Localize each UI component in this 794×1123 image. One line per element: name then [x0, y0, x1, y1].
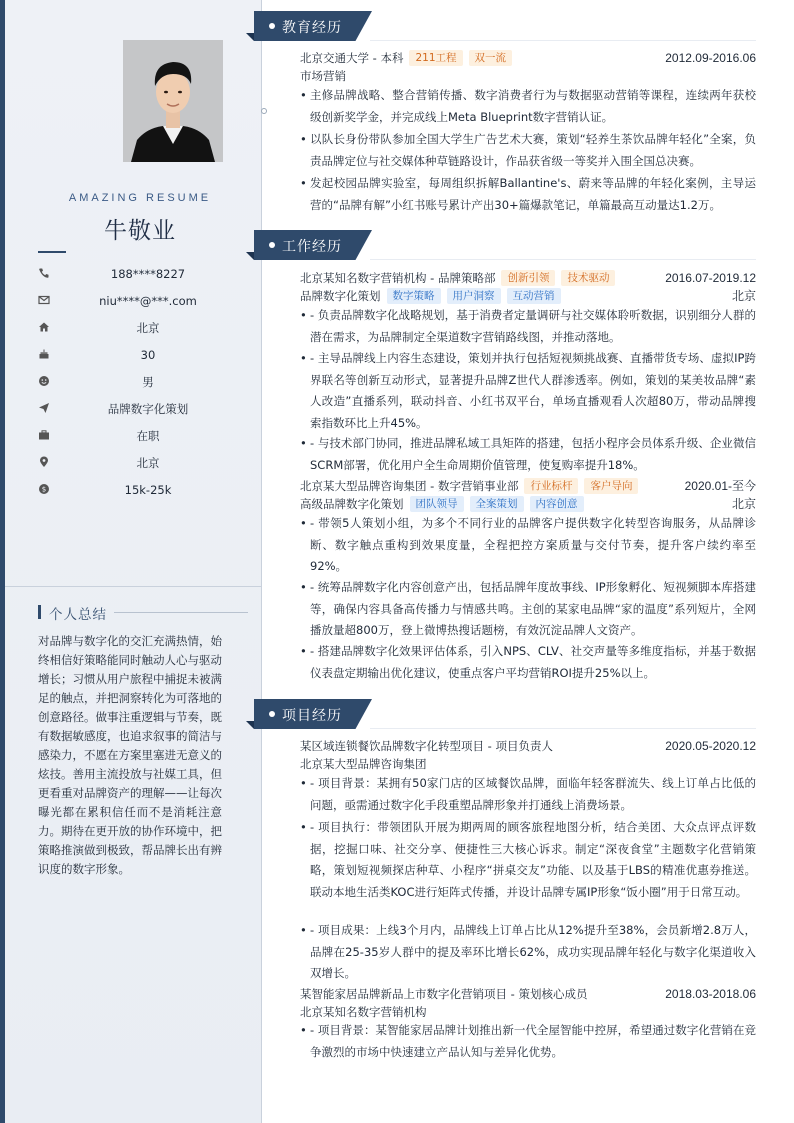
info-email: [38, 292, 238, 310]
info-phone-value: 188****8227: [110, 267, 186, 281]
job-role-row: [300, 495, 756, 513]
tab-fold: [246, 721, 254, 729]
job-tag: 客户导向: [584, 478, 638, 494]
tab-dot: [269, 711, 275, 717]
section-rule-work: [370, 259, 756, 260]
job-bullet: • - 主导品牌线上内容生态建设，策划并执行包括短视频挑战赛、直播带货专场、虚拟IP跨界联名等创新互动形式，显著提升品牌Z世代人群渗透率。例如，策划的某美妆品牌“素人改造”直播系列，联动抖音、小红书双平台，单场直播观看人次超80万，带动品牌搜索指数环比上升45%。: [300, 348, 756, 434]
job-bullet: • - 与技术部门协同，推进品牌私域工具矩阵的搭建，包括小程序会员体系升级、企业微信SCRM部署，优化用户全生命周期价值管理，使复购率提升18%。: [300, 433, 756, 476]
job-bullet: • - 带领5人策划小组，为多个不同行业的品牌客户提供数字化转型咨询服务，从品牌诊断、数字触点重构到效果度量，全程把控方案质量与交付节奏，提升客户续约率至92%。: [300, 513, 756, 578]
home-icon: [38, 321, 50, 333]
education-bullet-text: 发起校园品牌实验室，每周组织拆解Ballantine's、蔚来等品牌的年轻化案例，主导运营的“品牌有解”小红书账号累计产出30+篇爆款笔记，单篇最高互动量达1.2万。: [310, 176, 756, 212]
education-bullet: • 发起校园品牌实验室，每周组织拆解Ballantine's、蔚来等品牌的年轻化案例，主导运营的“品牌有解”小红书账号累计产出30+篇爆款笔记，单篇最高互动量达1.2万。: [300, 173, 756, 216]
info-target-position-value: 品牌数字化策划: [107, 402, 189, 416]
education-bullet: • 主修品牌战略、整合营销传播、数字消费者行为与数据驱动营销等课程，连续两年获校级创新奖学金，并完成线上Meta Blueprint数字营销认证。: [300, 85, 756, 128]
project-org: 北京某知名数字营销机构: [300, 1005, 427, 1019]
job-role-name: 高级品牌数字化策划: [300, 497, 404, 511]
cake-icon: [38, 348, 50, 360]
sidebar-divider: [5, 586, 262, 587]
project-bullet-text: - 项目成果：上线3个月内，品牌线上订单占比从12%提升至38%，会员新增2.8万人，品牌在25-35岁人群中的提及率环比增长62%，成功实现品牌年轻化与数字化渠道收入双增长。: [310, 923, 756, 980]
job-company-name: 北京某大型品牌咨询集团 - 数字营销事业部: [300, 479, 519, 493]
education-major-row: [300, 67, 756, 85]
section-tab-projects: [254, 699, 372, 729]
project-bullet: • - 项目成果：上线3个月内，品牌线上订单占比从12%提升至38%，会员新增2.8万人，品牌在25-35岁人群中的提及率环比增长62%，成功实现品牌年轻化与数字化渠道收入双增长。: [300, 920, 756, 985]
job-tag: 行业标杆: [524, 478, 578, 494]
project-bullet: • - 项目背景：某拥有50家门店的区域餐饮品牌，面临年轻客群流失、线上订单占比低的问题，亟需通过数字化手段重塑品牌形象并打通线上消费场景。: [300, 773, 756, 816]
job-skill-tag: 数字策略: [387, 288, 441, 304]
send-icon: [38, 402, 50, 414]
project-name: 某智能家居品牌新品上市数字化营销项目 - 策划核心成员: [300, 987, 588, 1001]
tab-fold: [246, 33, 254, 41]
section-title-education: 教育经历: [282, 20, 342, 36]
salary-icon: [38, 483, 50, 495]
job-bullet: • - 搭建品牌数字化效果评估体系，引入NPS、CLV、社交声量等多维度指标，并基于数据仪表盘定期输出优化建议，使重点客户平均营销ROI提升25%以上。: [300, 641, 756, 684]
info-email-value: niu****@***.com: [99, 294, 197, 308]
candidate-name: 牛敬业: [104, 218, 176, 244]
info-status: [38, 427, 238, 445]
education-tag: 211工程: [409, 50, 462, 66]
project-bullet-text: - 项目背景：某智能家居品牌计划推出新一代全屋智能中控屏，希望通过数字化营销在竞争激烈的市场中快速建立产品认知与差异化优势。: [310, 1023, 756, 1059]
project-org-row: [300, 1003, 756, 1021]
tab-dot: [269, 242, 275, 248]
timeline-ring: [261, 108, 267, 114]
project-header: [300, 985, 756, 1003]
svg-text:$: $: [41, 485, 47, 494]
info-status-value: 在职: [136, 429, 160, 443]
briefcase-icon: [38, 429, 50, 441]
job-skill-tag: 团队领导: [410, 496, 464, 512]
section-title-work: 工作经历: [282, 239, 342, 255]
project-bullet: • - 项目执行：带领团队开展为期两周的顾客旅程地图分析，结合美团、大众点评点评数据，挖掘口味、社交分享、便捷性三大核心诉求。制定“深夜食堂”主题数字化营销策略，策划短视频探店种草、小程序“拼桌交友”功能、以及基于LBS的精准优惠券推送。联动本地生活类KOC进行矩阵式传播，并设计品牌专属IP形象“饭小圈”用于日常互动。: [300, 817, 756, 903]
section-tab-work: [254, 230, 372, 260]
education-header: [300, 49, 756, 67]
section-rule-education: [370, 40, 756, 41]
education-bullet: • 以队长身份带队参加全国大学生广告艺术大赛，策划“轻养生茶饮品牌年轻化”全案，负责品牌定位与社交媒体种草链路设计，作品获省级一等奖并入围全国总决赛。: [300, 129, 756, 172]
sidebar: [0, 0, 262, 1123]
job-company: [300, 477, 638, 495]
project-date: 2018.03-2018.06: [665, 987, 756, 1001]
sidebar-accent-edge: [0, 0, 5, 1123]
summary-heading-line: [114, 612, 248, 613]
section-rule-projects: [370, 728, 756, 729]
resume-tagline: AMAZING RESUME: [68, 192, 212, 204]
info-residence-value: 北京: [136, 321, 160, 335]
info-residence: [38, 319, 238, 337]
project-org-row: [300, 755, 756, 773]
education-date: 2012.09-2016.06: [665, 51, 756, 65]
info-phone: [38, 265, 238, 283]
job-date: 2020.01-至今: [684, 479, 756, 493]
education-school-name: 北京交通大学 - 本科: [300, 51, 404, 65]
info-salary-value: 15k-25k: [124, 483, 172, 497]
info-age-value: 30: [140, 348, 156, 362]
job-bullet-text: - 搭建品牌数字化效果评估体系，引入NPS、CLV、社交声量等多维度指标，并基于数据仪表盘定期输出优化建议，使重点客户平均营销ROI提升25%以上。: [310, 644, 756, 680]
job-date: 2016.07-2019.12: [665, 271, 756, 285]
job-header: [300, 477, 756, 495]
job-city: 北京: [731, 497, 756, 511]
job-bullet: • - 统筹品牌数字化内容创意产出，包括品牌年度故事线、IP形象孵化、短视频脚本库搭建等，确保内容具备高传播力与情感共鸣。主创的某家电品牌“家的温度”系列短片，全网播放量超800万，登上微博热搜话题榜，有效沉淀品牌人文资产。: [300, 577, 756, 642]
project-date: 2020.05-2020.12: [665, 739, 756, 753]
summary-heading: [38, 603, 248, 621]
job-bullet-text: - 主导品牌线上内容生态建设，策划并执行包括短视频挑战赛、直播带货专场、虚拟IP跨界联名等创新互动形式，显著提升品牌Z世代人群渗透率。例如，策划的某美妆品牌“素人改造”直播系列，联动抖音、小红书双平台，单场直播观看人次超80万，带动品牌搜索指数环比上升45%。: [310, 351, 756, 430]
job-role-name: 品牌数字化策划: [300, 289, 381, 303]
job-header: [300, 269, 756, 287]
job-skill-tag: 全案策划: [470, 496, 524, 512]
name-underline: [38, 251, 66, 253]
job-tag: 技术驱动: [561, 270, 615, 286]
info-salary: [38, 481, 238, 499]
project-org: 北京某大型品牌咨询集团: [300, 757, 427, 771]
job-role: [300, 495, 584, 513]
job-skill-tag: 用户洞察: [447, 288, 501, 304]
summary-heading-text: 个人总结: [49, 607, 107, 623]
summary-body: 对品牌与数字化的交汇充满热情，始终相信好策略能同时触动人心与驱动增长；习惯从用户旅程中捕捉未被满足的触点，并把洞察转化为可落地的创意路径。做事注重逻辑与节奏，既有数据敏感度，也追求叙事的简洁与感染力，不愿在方案里塞进无意义的炫技。善用主流投放与社媒工具，但更看重对品牌资产的理解——让每次曝光都在累积信任而不是消耗注意力。期待在更开放的协作环境中，把策略推演做到极致，帮品牌长出有辨识度的数字形象。: [38, 634, 222, 876]
info-target-city: [38, 454, 238, 472]
education-bullet-text: 主修品牌战略、整合营销传播、数字消费者行为与数据驱动营销等课程，连续两年获校级创新奖学金，并完成线上Meta Blueprint数字营销认证。: [310, 88, 756, 124]
info-age: [38, 346, 238, 364]
summary-heading-bar: [38, 605, 41, 619]
job-bullet-text: - 负责品牌数字化战略规划，基于消费者定量调研与社交媒体聆听数据，识别细分人群的潜在需求，为品牌制定全渠道数字营销路线图，并推动落地。: [310, 308, 756, 344]
phone-icon: [38, 267, 50, 279]
tab-fold: [246, 252, 254, 260]
info-gender: [38, 373, 238, 391]
tab-dot: [269, 23, 275, 29]
job-bullet: • - 负责品牌数字化战略规划，基于消费者定量调研与社交媒体聆听数据，识别细分人群的潜在需求，为品牌制定全渠道数字营销路线图，并推动落地。: [300, 305, 756, 348]
info-gender-value: 男: [142, 375, 154, 389]
education-school: [300, 49, 512, 67]
job-company-name: 北京某知名数字营销机构 - 品牌策略部: [300, 271, 496, 285]
job-bullet-text: - 与技术部门协同，推进品牌私域工具矩阵的搭建，包括小程序会员体系升级、企业微信SCRM部署，优化用户全生命周期价值管理，使复购率提升18%。: [310, 436, 756, 472]
job-bullet-text: - 统筹品牌数字化内容创意产出，包括品牌年度故事线、IP形象孵化、短视频脚本库搭建等，确保内容具备高传播力与情感共鸣。主创的某家电品牌“家的温度”系列短片，全网播放量超800万，登上微博热搜话题榜，有效沉淀品牌人文资产。: [310, 580, 756, 637]
job-skill-tag: 内容创意: [530, 496, 584, 512]
project-bullet-text: - 项目执行：带领团队开展为期两周的顾客旅程地图分析，结合美团、大众点评点评数据，挖掘口味、社交分享、便捷性三大核心诉求。制定“深夜食堂”主题数字化营销策略，策划短视频探店种草、小程序“拼桌交友”功能、以及基于LBS的精准优惠券推送。联动本地生活类KOC进行矩阵式传播，并设计品牌专属IP形象“饭小圈”用于日常互动。: [310, 820, 756, 899]
education-tag: 双一流: [469, 50, 513, 66]
section-tab-education: [254, 11, 372, 41]
sidebar-border: [261, 0, 262, 1123]
job-bullet-text: - 带领5人策划小组，为多个不同行业的品牌客户提供数字化转型咨询服务，从品牌诊断、数字触点重构到效果度量，全程把控方案质量与交付节奏，提升客户续约率至92%。: [310, 516, 756, 573]
job-skill-tag: 互动营销: [507, 288, 561, 304]
profile-photo: [123, 40, 223, 162]
mail-icon: [38, 294, 50, 306]
education-major: 市场营销: [300, 69, 346, 83]
job-city: 北京: [731, 289, 756, 303]
info-target-city-value: 北京: [136, 456, 160, 470]
job-role: [300, 287, 561, 305]
location-icon: [38, 456, 50, 468]
job-role-row: [300, 287, 756, 305]
portrait-image: [123, 40, 223, 162]
education-bullet-text: 以队长身份带队参加全国大学生广告艺术大赛，策划“轻养生茶饮品牌年轻化”全案，负责品牌定位与社交媒体种草链路设计，作品获省级一等奖并入围全国总决赛。: [310, 132, 756, 168]
project-bullet: • - 项目背景：某智能家居品牌计划推出新一代全屋智能中控屏，希望通过数字化营销在竞争激烈的市场中快速建立产品认知与差异化优势。: [300, 1020, 756, 1063]
info-target-position: [38, 400, 238, 418]
job-tag: 创新引领: [501, 270, 555, 286]
project-bullet-text: - 项目背景：某拥有50家门店的区域餐饮品牌，面临年轻客群流失、线上订单占比低的问题，亟需通过数字化手段重塑品牌形象并打通线上消费场景。: [310, 776, 756, 812]
section-title-projects: 项目经历: [282, 708, 342, 724]
job-company: [300, 269, 615, 287]
project-name: 某区域连锁餐饮品牌数字化转型项目 - 项目负责人: [300, 739, 553, 753]
user-icon: [38, 375, 50, 387]
project-header: [300, 737, 756, 755]
